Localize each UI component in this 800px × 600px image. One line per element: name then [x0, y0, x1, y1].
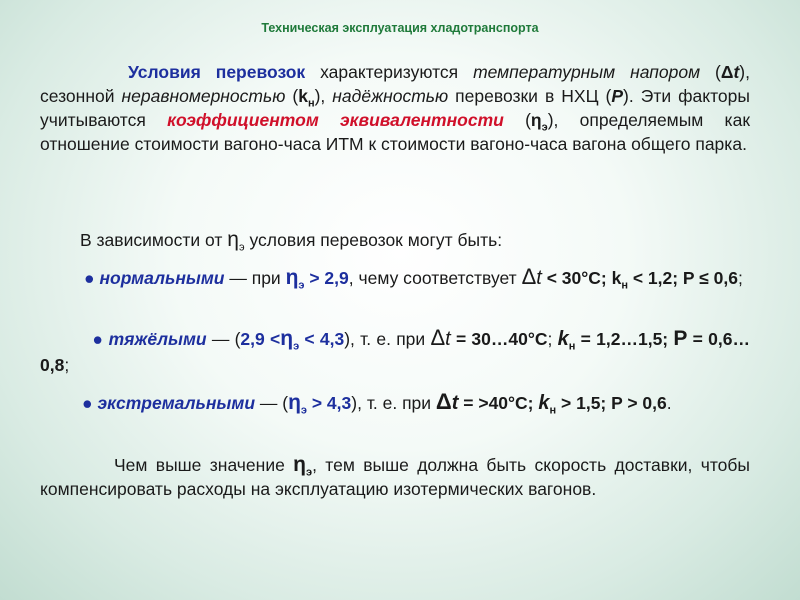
bullet-heavy: ● тяжёлыми — $(2,9 <\eta_э < 4,3)$, т. е. при Δt = 30…40°C; $k_н$ = 1,2…1,5; P = 0,6…0,8;: [40, 325, 750, 375]
slide-header: Техническая эксплуатация хладотранспорта: [261, 21, 539, 35]
highlight-term: коэффициентом эквивалентности: [167, 110, 504, 130]
bullet-icon: ●: [84, 268, 95, 288]
bullet-icon: ●: [92, 329, 104, 349]
conclusion-paragraph: Чем выше значение $\eta_э$, тем выше должна быть скорость доставки, чтобы компенсировать расходы на эксплуатацию изотермических вагонов.: [40, 453, 750, 499]
bullet-normal: ● нормальными — при $\eta_э > 2,9$, чему соответствует Δt < 30°C; $k_н < 1,2$; P ≤ 0,6;: [84, 264, 743, 292]
bullet-icon: ●: [82, 393, 93, 413]
lead-phrase: Условия перевозок: [128, 62, 306, 82]
bullet-extreme: ● экстремальными — $(\eta_э > 4,3)$, т. е. при Δt = >40°C; $k_н > 1,5$; P > 0,6.: [82, 389, 672, 417]
conditions-intro: В зависимости от $\eta_э$ условия перевозок могут быть:: [80, 228, 503, 254]
intro-paragraph: Условия перевозок характеризуются температурным напором (Δt), сезонной неравномерностью $(k_н)$, надёжностью перевозки в НХЦ (P). Эти факторы учитываются коэффициентом эквивалентности $(\eta_э)$, определяемым как отношение стоимости вагоно-часа ИТМ к стоимости вагоно-часа вагона общего парка.: [40, 62, 750, 154]
